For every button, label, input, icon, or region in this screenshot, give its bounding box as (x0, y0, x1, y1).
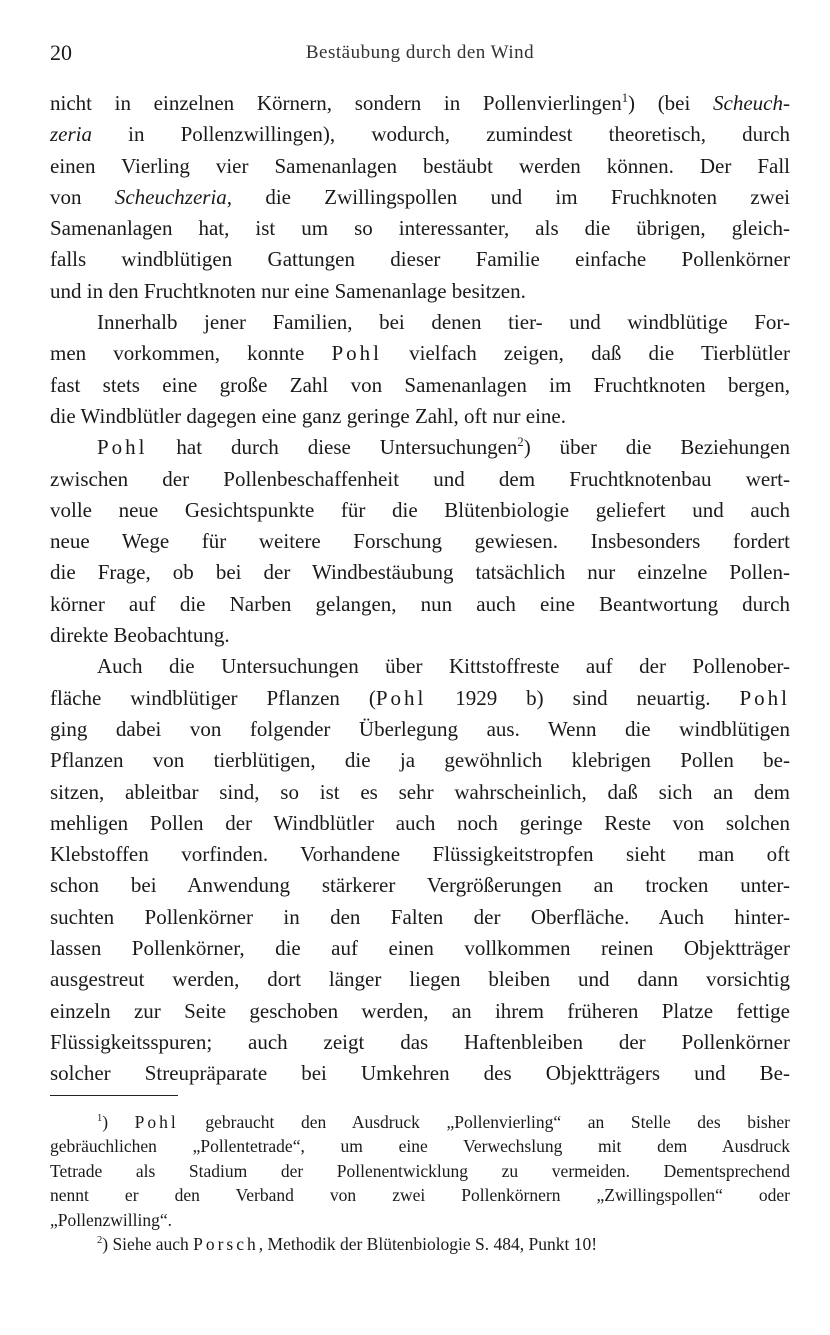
author-name: Porsch (193, 1233, 259, 1254)
text-line: und in den Fruchtknoten nur eine Samenanlage besitzen. (50, 278, 526, 303)
footnote-divider (50, 1095, 178, 1096)
text-line: von Scheuchzeria, die Zwillingspollen und im Fruchknoten zwei (50, 184, 791, 209)
footnote-ref-1[interactable]: 1 (621, 91, 629, 105)
text-line: schon bei Anwendung stärkerer Vergrößerungen an trocken unter- (50, 873, 790, 898)
text-line: Klebstoffen vorfinden. Vorhandene Flüssigkeitstropfen sieht man oft (50, 842, 790, 867)
author-name: Pohl (739, 685, 790, 710)
text-line: falls windblütigen Gattungen dieser Familie einfache Pollenkörner (50, 247, 790, 272)
text-line: Innerhalb jener Familien, bei denen tier- und windblütige For- (97, 310, 790, 335)
author-name: Pohl (331, 341, 382, 366)
text-line: solcher Streupräparate bei Umkehren des Objektträgers und Be- (50, 1061, 790, 1086)
author-name: Pohl (134, 1112, 179, 1132)
footnote-2: $^2$) Siehe auch Porsch, Methodik der Blütenbiologie S. 484, Punkt 10! (97, 1233, 598, 1254)
text-line: Pflanzen von tierblütigen, die ja gewöhnlich klebrigen Pollen be- (50, 748, 790, 773)
text-line: volle neue Gesichtspunkte für die Blütenbiologie geliefert und auch (50, 497, 790, 522)
text-line: suchten Pollenkörner in den Falten der Oberfläche. Auch hinter- (50, 904, 790, 929)
footnotes (50, 1110, 790, 1256)
text-line: sitzen, ableitbar sind, so ist es sehr wahrscheinlich, daß sich an dem (50, 779, 790, 804)
text-line: die Frage, ob bei der Windbestäubung tatsächlich nur einzelne Pollen- (50, 560, 790, 585)
text-line: einen Vierling vier Samenanlagen bestäubt werden können. Der Fall (50, 153, 790, 178)
footnote-line: „Pollenzwilling“. (50, 1209, 172, 1230)
text-line: zeria in Pollenzwillingen), wodurch, zumindest theoretisch, durch (50, 122, 790, 147)
footnote-line: nennt er den Verband von zwei Pollenkörnern „Zwillingspollen“ oder (50, 1185, 790, 1206)
text-line: ausgestreut werden, dort länger liegen bleiben und dann vorsichtig (50, 967, 790, 992)
author-name: Pohl (97, 435, 148, 460)
text-line: fläche windblütiger Pflanzen (Pohl 1929 b) sind neuartig. Pohl (50, 685, 790, 710)
page-number: 20 (50, 40, 72, 65)
text-line: die Windblütler dagegen eine ganz geringe Zahl, oft nur eine. (50, 403, 566, 428)
text-line: neue Wege für weitere Forschung gewiesen. Insbesonders fordert (50, 529, 790, 554)
running-head: Bestäubung durch den Wind (305, 42, 535, 63)
text-line: zwischen der Pollenbeschaffenheit und dem Fruchtknotenbau wert- (50, 466, 790, 491)
text-line: körner auf die Narben gelangen, nun auch eine Beantwortung durch (50, 591, 790, 616)
footnote-ref-2[interactable]: 2 (517, 435, 524, 450)
author-name: Pohl (375, 685, 427, 710)
footnote-line: Tetrade als Stadium der Pollenentwicklung zu vermeiden. Dementsprechend (50, 1160, 790, 1181)
page-header (50, 40, 790, 72)
text-line: Samenanlagen hat, ist um so interessanter, als die übrigen, gleich- (50, 216, 790, 241)
text-line: einzeln zur Seite geschoben werden, an ihrem früheren Platze fettige (50, 998, 790, 1023)
text-line: ging dabei von folgender Überlegung aus. Wenn die windblütigen (50, 716, 790, 741)
text-line: lassen Pollenkörner, die auf einen vollkommen reinen Objektträger (50, 936, 790, 961)
footnote-line: gebräuchlichen „Pollentetrade“, um eine Verwechslung mit dem Ausdruck (50, 1136, 790, 1157)
body-text (50, 88, 790, 1090)
text-line: Pohl hat durch diese Untersuchungen$^2$) über die Beziehungen (97, 435, 790, 460)
text-line: Auch die Untersuchungen über Kittstoffreste auf der Pollenober- (97, 654, 790, 679)
text-line: mehligen Pollen der Windblütler auch noch geringe Reste von solchen (50, 810, 790, 835)
text-line: Flüssigkeitsspuren; auch zeigt das Haftenbleiben der Pollenkörner (50, 1029, 790, 1054)
text-line: direkte Beobachtung. (50, 623, 230, 648)
footnote-1: $^1$) Pohl gebraucht den Ausdruck „Pollenvierling“ an Stelle des bisher (97, 1112, 790, 1132)
text-line: men vorkommen, konnte Pohl vielfach zeigen, daß die Tierblütler (50, 341, 791, 366)
text-line: nicht in einzelnen Körnern, sondern in Pollenvierlingen$^1$) (bei Scheuch- (50, 91, 790, 115)
text-line: fast stets eine große Zahl von Samenanlagen im Fruchtknoten bergen, (50, 372, 790, 397)
